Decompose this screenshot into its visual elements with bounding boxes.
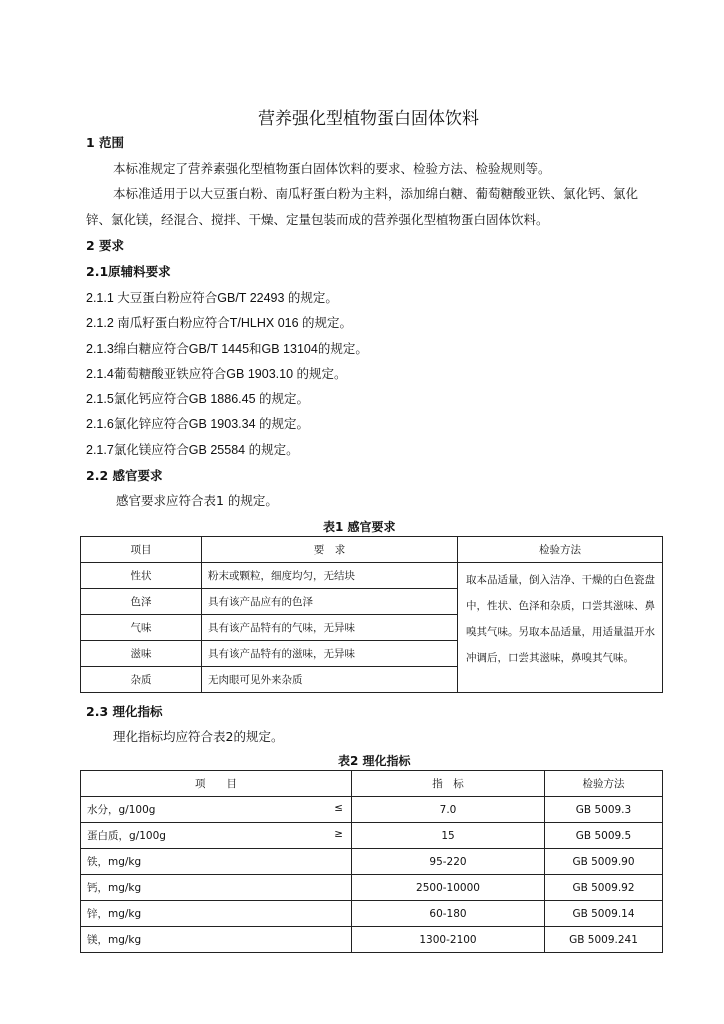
table-2-item: 铁，mg/kg [81,849,352,875]
table-2-header-row [81,771,663,797]
table-row [81,927,663,953]
table-2-item-label: 蛋白质，g/100g [87,830,166,842]
table-2-value: 60-180 [352,901,545,927]
section-2-3-text: 理化指标均应符合表2的规定。 [113,729,284,744]
table-row [81,797,663,823]
table-2-value: 2500-10000 [352,875,545,901]
table-1-caption: 表1 感官要求 [323,520,396,534]
section-1-paragraph-1: 本标准规定了营养素强化型植物蛋白固体饮料的要求、检验方法、检验规则等。 [113,161,551,176]
table-2-method: GB 5009.5 [545,823,663,849]
requirement-2-1-3: 2.1.3绵白糖应符合GB/T 1445和GB 13104的规定。 [86,342,368,356]
table-2-header-method: 检验方法 [545,771,663,797]
section-2-3-heading: 2.3 理化指标 [86,704,163,719]
table-2-item-label: 水分，g/100g [87,804,156,816]
table-2-method: GB 5009.3 [545,797,663,823]
table-1-header-item: 项目 [81,537,202,563]
requirement-2-1-2: 2.1.2 南瓜籽蛋白粉应符合T/HLHX 016 的规定。 [86,316,353,330]
requirement-2-1-1: 2.1.1 大豆蛋白粉应符合GB/T 22493 的规定。 [86,291,338,305]
table-2-item: 镁，mg/kg [81,927,352,953]
table-1-requirement: 粉末或颗粒，细度均匀，无结块 [202,563,458,589]
table-1-requirement: 具有该产品特有的气味，无异味 [202,615,458,641]
table-1-header-row [81,537,663,563]
table-2-physicochemical [80,770,663,953]
table-2-caption: 表2 理化指标 [338,754,411,768]
table-2-item: 钙，mg/kg [81,875,352,901]
section-1-paragraph-2-line-2: 锌、氯化镁，经混合、搅拌、干燥、定量包装而成的营养强化型植物蛋白固体饮料。 [86,212,549,227]
table-2-header-value: 指 标 [352,771,545,797]
section-2-1-heading: 2.1原辅料要求 [86,264,171,279]
table-2-method: GB 5009.90 [545,849,663,875]
table-2-value: 15 [352,823,545,849]
table-2-value: 1300-2100 [352,927,545,953]
table-1-item: 性状 [81,563,202,589]
table-1-item: 色泽 [81,589,202,615]
table-2-method: GB 5009.14 [545,901,663,927]
section-2-heading: 2 要求 [86,238,125,253]
table-row [81,849,663,875]
page-title: 营养强化型植物蛋白固体饮料 [258,109,479,129]
requirement-2-1-7: 2.1.7氯化镁应符合GB 25584 的规定。 [86,443,299,457]
table-1-requirement: 具有该产品特有的滋味，无异味 [202,641,458,667]
table-1-method: 取本品适量，倒入洁净、干燥的白色瓷盘中，性状、色泽和杂质，口尝其滋味、鼻嗅其气味。另取本品适量，用适量温开水冲调后，口尝其滋味，鼻嗅其气味。 [458,563,663,693]
requirement-2-1-6: 2.1.6氯化锌应符合GB 1903.34 的规定。 [86,417,309,431]
table-row [81,563,663,589]
section-2-2-heading: 2.2 感官要求 [86,468,163,483]
table-2-method: GB 5009.241 [545,927,663,953]
table-2-method: GB 5009.92 [545,875,663,901]
section-1-paragraph-2-line-1: 本标准适用于以大豆蛋白粉、南瓜籽蛋白粉为主料，添加绵白糖、葡萄糖酸亚铁、氯化钙、氯化 [113,186,639,201]
table-1-item: 气味 [81,615,202,641]
table-1-header-method: 检验方法 [458,537,663,563]
table-2-comparator: ≥ [334,828,343,840]
table-1-requirement: 无肉眼可见外来杂质 [202,667,458,693]
table-1-sensory [80,536,663,693]
table-row [81,823,663,849]
table-row [81,901,663,927]
table-2-comparator: ≤ [334,802,343,814]
table-2-item [81,823,352,849]
section-2-2-text: 感官要求应符合表1 的规定。 [116,493,278,508]
table-1-header-requirement: 要 求 [202,537,458,563]
table-2-header-item: 项 目 [81,771,352,797]
requirement-2-1-5: 2.1.5氯化钙应符合GB 1886.45 的规定。 [86,392,309,406]
table-2-value: 7.0 [352,797,545,823]
table-row [81,875,663,901]
section-1-heading: 1 范围 [86,135,125,150]
table-2-value: 95-220 [352,849,545,875]
table-1-item: 杂质 [81,667,202,693]
table-2-item: 锌，mg/kg [81,901,352,927]
table-1-requirement: 具有该产品应有的色泽 [202,589,458,615]
requirement-2-1-4: 2.1.4葡萄糖酸亚铁应符合GB 1903.10 的规定。 [86,367,347,381]
table-2-item [81,797,352,823]
table-1-item: 滋味 [81,641,202,667]
